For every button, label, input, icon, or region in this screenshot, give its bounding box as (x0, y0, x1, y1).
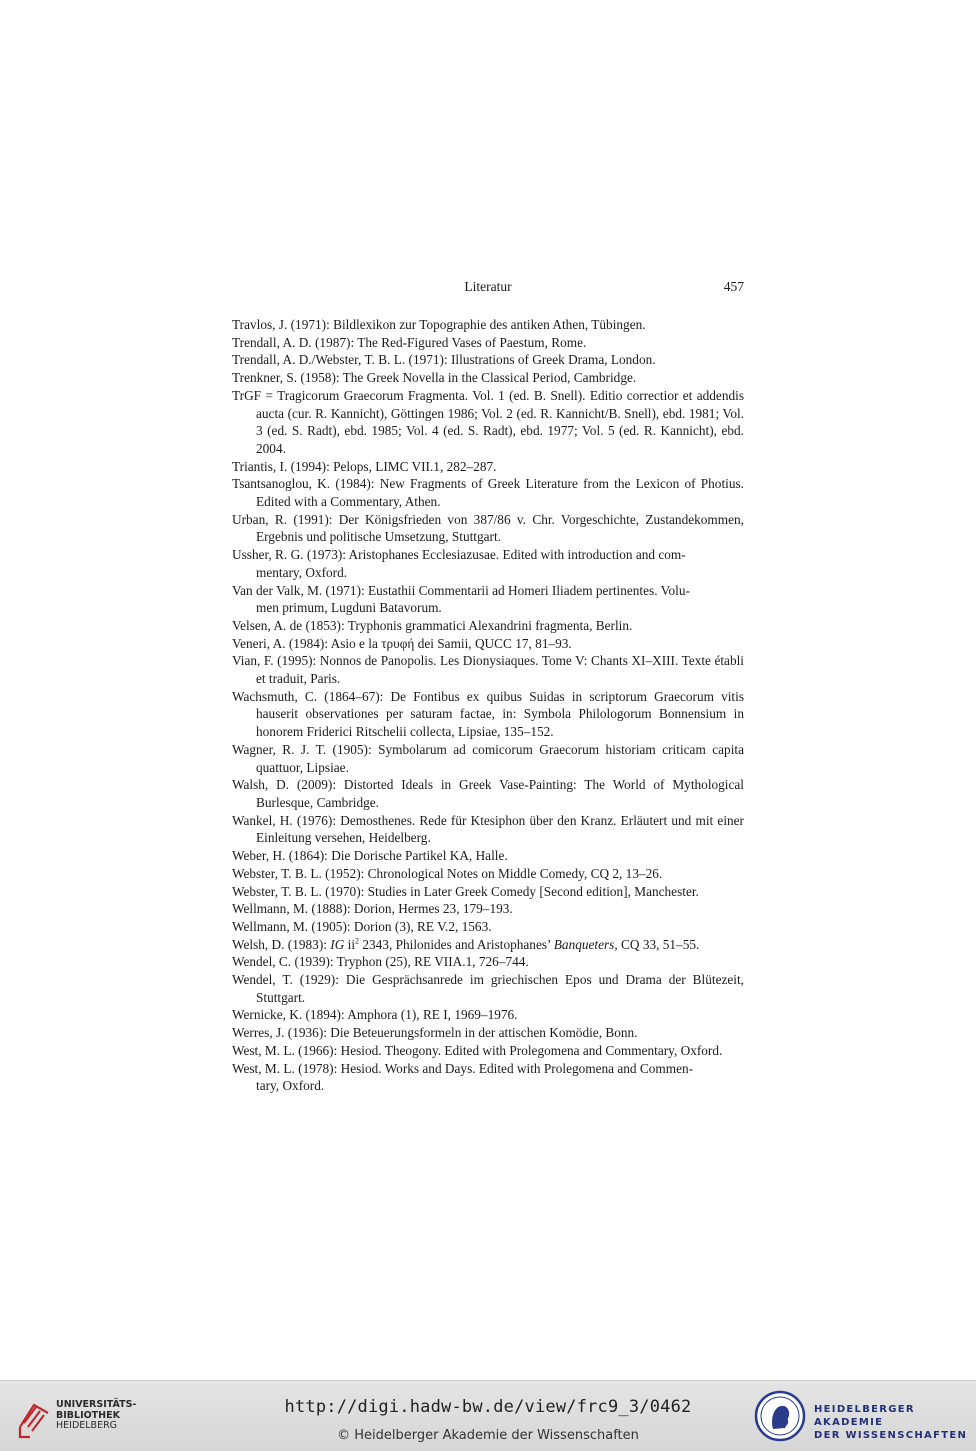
bibliography-entry: Wendel, T. (1929): Die Gesprächsanrede im griechischen Epos und Drama der Blütezeit, Stuttgart. (232, 972, 744, 1005)
running-head (232, 279, 744, 297)
library-name-line: UNIVERSITÄTS- (56, 1399, 137, 1410)
bibliography-entry: Triantis, I. (1994): Pelops, LIMC VII.1, 282–287. (232, 458, 497, 474)
bibliography-entry: Travlos, J. (1971): Bildlexikon zur Topographie des antiken Athen, Tübingen. (232, 317, 646, 332)
bibliography-entry: West, M. L. (1978): Hesiod. Works and Days. Edited with Prolegomena and Commen- tary, Oxford. (232, 1060, 694, 1094)
bibliography-entry: Trendall, A. D. (1987): The Red-Figured Vases of Paestum, Rome. (232, 334, 587, 350)
bibliography-entry: Weber, H. (1864): Die Dorische Partikel KA, Halle. (232, 848, 508, 864)
bibliography-list (232, 316, 744, 1095)
bibliography-entry: Urban, R. (1991): Der Königsfrieden von 387/86 v. Chr. Vorgeschichte, Zustandekommen, Ergebnis und politische Umsetzung, Stuttgart. (232, 511, 744, 545)
bibliography-entry: Vian, F. (1995): Nonnos de Panopolis. Les Dionysiaques. Tome V: Chants XI–XIII. Texte établi et traduit, Paris. (232, 653, 744, 687)
entry-text: 2343, Philonides and Aristophanes’ (359, 936, 554, 952)
academy-name-line: DER WISSENSCHAFTEN (814, 1430, 968, 1441)
academy-name-line: HEIDELBERGER AKADEMIE (814, 1404, 915, 1428)
entry-superscript: 2 (355, 936, 360, 946)
bibliography-entry: Wachsmuth, C. (1864–67): De Fontibus ex quibus Suidas in scriptorum Graecorum vitis hauserit observationes per saturam factae, in: Symbola Philologorum Bonnensium in honorem Friderici Ritschelii collecta, Lipsiae, 135–152. (232, 688, 744, 740)
bibliography-entry: Trendall, A. D./Webster, T. B. L. (1971): Illustrations of Greek Drama, London. (232, 352, 656, 368)
bibliography-entry: Ussher, R. G. (1973): Aristophanes Ecclesiazusae. Edited with introduction and com- mentary, Oxford. (232, 547, 686, 580)
running-title: Literatur (464, 279, 512, 294)
library-name-line: BIBLIOTHEK (56, 1409, 120, 1421)
bibliography-entry: Wellmann, M. (1888): Dorion, Hermes 23, 179–193. (232, 901, 513, 917)
entry-text: Welsh, D. (1983): (232, 936, 331, 952)
entry-text: , CQ 33, 51–55. (614, 936, 700, 952)
bibliography-entry: Wendel, C. (1939): Tryphon (25), RE VIIA.1, 726–744. (232, 954, 529, 970)
page-url-link[interactable]: http://digi.hadw-bw.de/view/frc9_3/0462 (284, 1397, 692, 1417)
bibliography-entry: Veneri, A. (1984): Asio e la τρυφή dei Samii, QUCC 17, 81–93. (232, 635, 572, 651)
viewer-footer (0, 1380, 976, 1451)
bibliography-entry: Tsantsanoglou, K. (1984): New Fragments of Greek Literature from the Lexicon of Photius. Edited with a Commentary, Athen. (232, 476, 744, 510)
bibliography-entry: Wellmann, M. (1905): Dorion (3), RE V.2, 1563. (232, 918, 492, 934)
entry-italic: Banqueters (553, 936, 615, 952)
bibliography-entry: Webster, T. B. L. (1952): Chronological Notes on Middle Comedy, CQ 2, 13–26. (232, 865, 663, 881)
entry-italic: IG (330, 936, 345, 952)
bibliography-entry (232, 936, 744, 954)
bibliography-entry: Webster, T. B. L. (1970): Studies in Later Greek Comedy [Second edition], Manchester. (232, 883, 699, 899)
library-name-line: HEIDELBERG (56, 1420, 118, 1431)
bibliography-entry: Werres, J. (1936): Die Beteuerungsformeln in der attischen Komödie, Bonn. (232, 1025, 638, 1041)
page-number: 457 (723, 279, 744, 294)
bibliography-entry: TrGF = Tragicorum Graecorum Fragmenta. Vol. 1 (ed. B. Snell). Editio correctior et addendis aucta (cur. R. Kannicht), Göttingen 1986; Vol. 2 (ed. R. Kannicht/B. Snell), ebd. 1981; Vol. 3 (ed. S. Radt), ebd. 1985; Vol. 4 (ed. S. Radt), ebd. 1977; Vol. 5 (ed. R. Kannicht), ebd. 2004. (232, 387, 744, 456)
bibliography-entry: Walsh, D. (2009): Distorted Ideals in Greek Vase-Painting: The World of Mythological Burlesque, Cambridge. (232, 777, 744, 810)
bibliography-entry: Velsen, A. de (1853): Tryphonis grammatici Alexandrini fragmenta, Berlin. (232, 617, 633, 633)
academy-name (814, 1403, 976, 1442)
bibliography-entry: Wernicke, K. (1894): Amphora (1), RE I, 1969–1976. (232, 1007, 518, 1023)
bibliography-entry: Wagner, R. J. T. (1905): Symbolarum ad comicorum Graecorum historiam criticam capita quattuor, Lipsiae. (232, 741, 744, 775)
bibliography-entry: Wankel, H. (1976): Demosthenes. Rede für Ktesiphon über den Kranz. Erläutert und mit einer Einleitung versehen, Heidelberg. (232, 812, 744, 846)
academy-emblem-icon[interactable] (754, 1389, 806, 1443)
bibliography-entry: Trenkner, S. (1958): The Greek Novella in the Classical Period, Cambridge. (232, 370, 637, 386)
entry-text: ii (344, 936, 356, 952)
copyright-notice: © Heidelberger Akademie der Wissenschaften (337, 1428, 639, 1443)
bibliography-entry: West, M. L. (1966): Hesiod. Theogony. Edited with Prolegomena and Commentary, Oxford. (232, 1042, 723, 1058)
bibliography-entry: Van der Valk, M. (1971): Eustathii Commentarii ad Homeri Iliadem pertinentes. Volu- men primum, Lugduni Batavorum. (232, 582, 690, 616)
